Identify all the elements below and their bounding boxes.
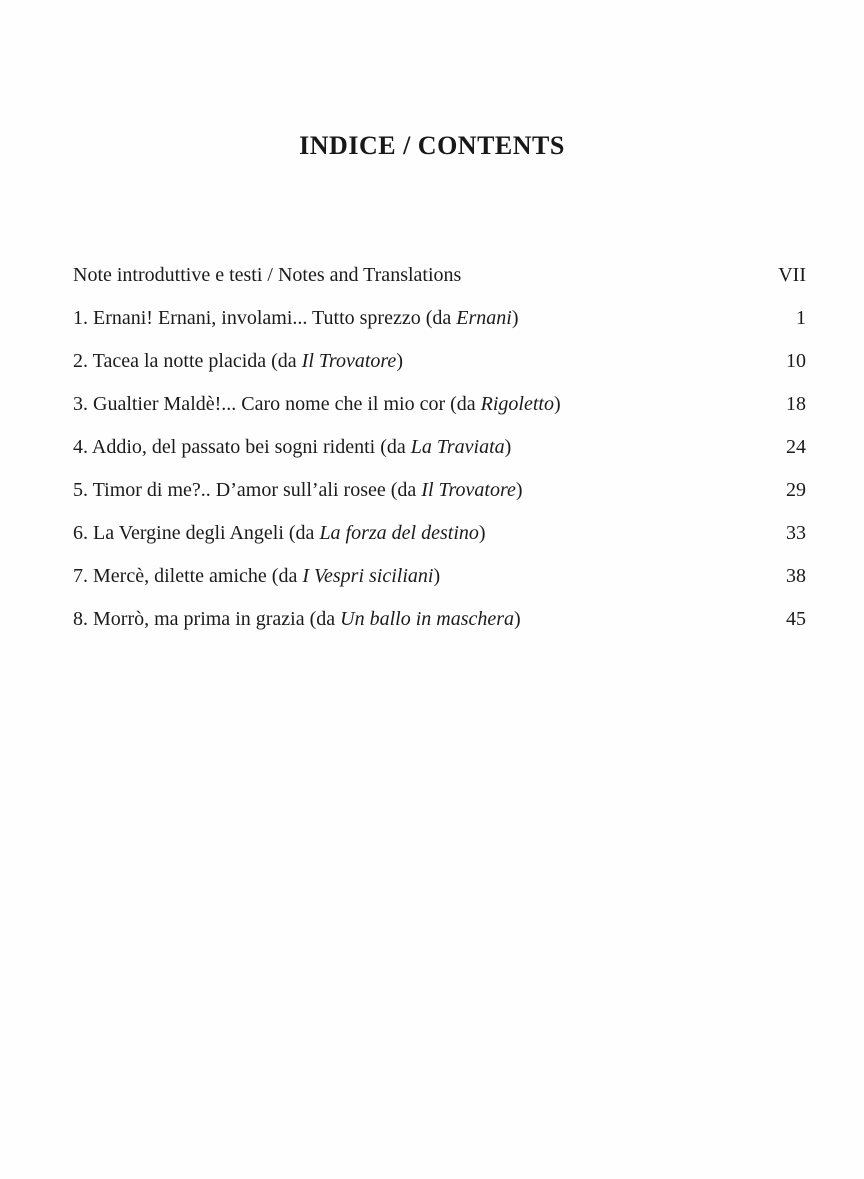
toc-entry-title	[73, 436, 766, 458]
toc-page-number: 38	[786, 565, 806, 587]
toc-entry-title	[73, 264, 766, 286]
toc-page-number: 33	[786, 522, 806, 544]
toc-row	[73, 264, 806, 286]
toc-entry-opera-italic: Rigoletto	[480, 393, 554, 415]
toc-entry-text-after: )	[514, 608, 521, 630]
toc-entry-text-after: )	[478, 522, 486, 544]
toc-entry-text: 2. Tacea la notte placida (da	[73, 350, 302, 372]
toc-page-number: 10	[786, 350, 806, 372]
toc-entry-text-after: )	[433, 565, 441, 587]
toc-entry-text: 3. Gualtier Maldè!... Caro nome che il mio cor (da	[73, 393, 481, 415]
toc-row	[73, 350, 806, 372]
table-of-contents	[73, 264, 806, 651]
toc-row	[73, 436, 806, 458]
toc-entry-text: 7. Mercè, dilette amiche (da	[73, 565, 303, 587]
toc-page-number: 45	[786, 608, 806, 630]
toc-entry-opera-italic: Ernani	[456, 307, 512, 329]
toc-page-number: 29	[786, 479, 806, 501]
toc-entry-opera-italic: I Vespri siciliani	[302, 565, 434, 587]
toc-page-number: 1	[796, 307, 806, 329]
toc-entry-text-after: )	[504, 436, 512, 458]
toc-entry-text-after: )	[515, 479, 523, 501]
toc-entry-title	[73, 479, 766, 501]
toc-entry-text-after: )	[396, 350, 403, 372]
toc-entry-opera-italic: Il Trovatore	[421, 479, 516, 501]
toc-entry-title	[73, 522, 766, 544]
toc-row	[73, 479, 806, 501]
toc-row	[73, 393, 806, 415]
toc-entry-title	[73, 565, 766, 587]
toc-row	[73, 522, 806, 544]
toc-entry-text-after: )	[511, 307, 519, 329]
toc-row	[73, 307, 806, 329]
toc-page-number: 24	[786, 436, 806, 458]
toc-page-number: VII	[778, 264, 806, 286]
toc-entry-text: Note introduttive e testi / Notes and Translations	[73, 264, 462, 286]
toc-entry-text: 5. Timor di me?.. D’amor sull’ali rosee (da	[73, 479, 422, 501]
toc-entry-text-after: )	[553, 393, 561, 415]
toc-row	[73, 608, 806, 630]
toc-page-number: 18	[786, 393, 806, 415]
toc-entry-title	[73, 307, 766, 329]
toc-entry-opera-italic: Un ballo in maschera	[340, 608, 515, 630]
toc-entry-opera-italic: La Traviata	[410, 436, 505, 458]
toc-entry-text: 8. Morrò, ma prima in grazia (da	[73, 608, 341, 630]
toc-entry-title	[73, 608, 766, 630]
toc-entry-opera-italic: Il Trovatore	[301, 350, 397, 372]
toc-entry-title	[73, 393, 766, 415]
toc-entry-text: 6. La Vergine degli Angeli (da	[73, 522, 320, 544]
toc-entry-text: 4. Addio, del passato bei sogni ridenti (da	[73, 436, 411, 458]
page-title: INDICE / CONTENTS	[299, 131, 565, 160]
toc-entry-title	[73, 350, 766, 372]
toc-entry-text: 1. Ernani! Ernani, involami... Tutto sprezzo (da	[73, 307, 457, 329]
toc-entry-opera-italic: La forza del destino	[319, 522, 479, 544]
toc-row	[73, 565, 806, 587]
